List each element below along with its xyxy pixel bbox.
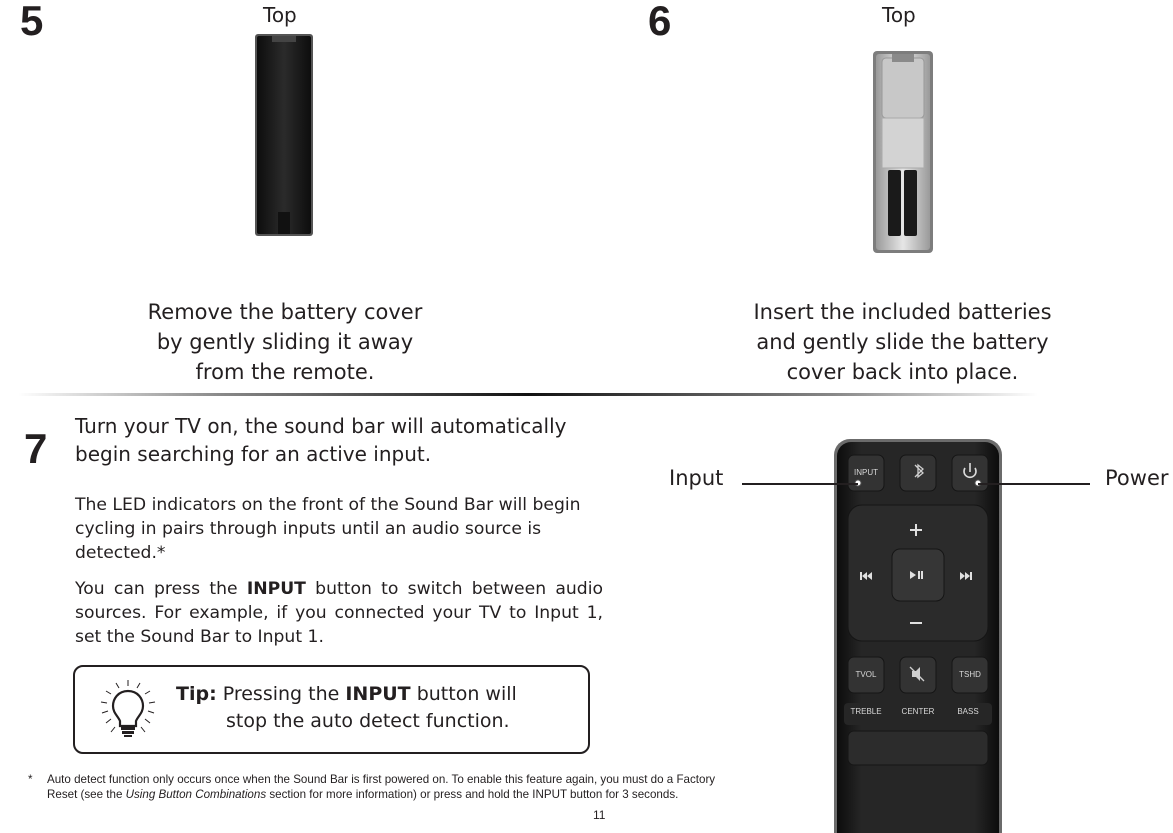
- tip-line-2: stop the auto detect function.: [226, 710, 510, 732]
- step-5-caption-line: Remove the battery cover: [147, 300, 423, 324]
- step-6-caption-line: Insert the included batteries: [753, 300, 1052, 324]
- remote-treble-label: TREBLE: [850, 707, 882, 716]
- remote-center-label: CENTER: [901, 707, 935, 716]
- step-6-top-label: Top: [882, 3, 916, 27]
- footnote-line-1: Auto detect function only occurs once when the Sound Bar is first powered on. To enable this feature again, you must do a Factory: [47, 773, 716, 786]
- step-5-caption-line: by gently sliding it away: [156, 330, 414, 354]
- section-divider: [18, 393, 1038, 396]
- footnote-line-2-pre: Reset (see the: [47, 788, 126, 801]
- footnote-reference: Using Button Combinations: [125, 788, 267, 801]
- step-7-paragraph-2-post: button to switch between audio sources. For example, if you connected your TV to Input 1, set the Sound Bar to Input 1.: [75, 579, 603, 647]
- tip-input-keyword: INPUT: [345, 683, 411, 705]
- lightbulb-icon: [96, 676, 160, 742]
- power-callout-line: [978, 483, 1090, 485]
- input-callout-line: [742, 483, 858, 485]
- input-keyword: INPUT: [246, 579, 306, 599]
- step-5-top-label: Top: [263, 3, 297, 27]
- step-6-number: 6: [648, 0, 672, 44]
- remote-battery-compartment-image: [868, 48, 938, 256]
- footnote-marker: *: [28, 773, 33, 786]
- power-callout-label: Power: [1105, 466, 1169, 490]
- step-7-paragraph-2: [75, 577, 603, 649]
- input-callout-label: Input: [669, 466, 724, 490]
- remote-input-button-label: INPUT: [854, 468, 878, 477]
- tip-label: Tip:: [176, 683, 217, 705]
- step-6-caption: [735, 297, 1070, 387]
- step-6-caption-line: and gently slide the battery: [756, 330, 1049, 354]
- step-5-number: 5: [20, 0, 44, 44]
- tip-line-1: [176, 681, 576, 708]
- remote-back-cover-image: [250, 30, 320, 240]
- remote-bass-label: BASS: [957, 707, 979, 716]
- step-7-number: 7: [24, 425, 48, 472]
- step-6-caption-line: cover back into place.: [786, 360, 1019, 384]
- remote-tvol-button-label: TVOL: [855, 670, 877, 679]
- step-7-paragraph-2-pre: You can press the: [75, 579, 247, 599]
- footnote-text: [47, 772, 817, 802]
- step-5-caption-line: from the remote.: [195, 360, 375, 384]
- remote-front-image: [830, 435, 1006, 833]
- step-5-caption: [120, 297, 450, 387]
- step-7-paragraph-1: The LED indicators on the front of the Sound Bar will begin cycling in pairs through inputs until an audio source is detected.*: [75, 495, 581, 563]
- footnote-line-2-post: section for more information) or press and hold the INPUT button for 3 seconds.: [266, 788, 679, 801]
- remote-tshd-button-label: TSHD: [959, 670, 981, 679]
- tip-post: button will: [410, 683, 517, 705]
- footnote-line-2: [47, 787, 817, 802]
- page-number: 11: [593, 808, 606, 822]
- step-7-lead: Turn your TV on, the sound bar will automatically begin searching for an active input.: [75, 414, 567, 466]
- tip-pre: Pressing the: [216, 683, 346, 705]
